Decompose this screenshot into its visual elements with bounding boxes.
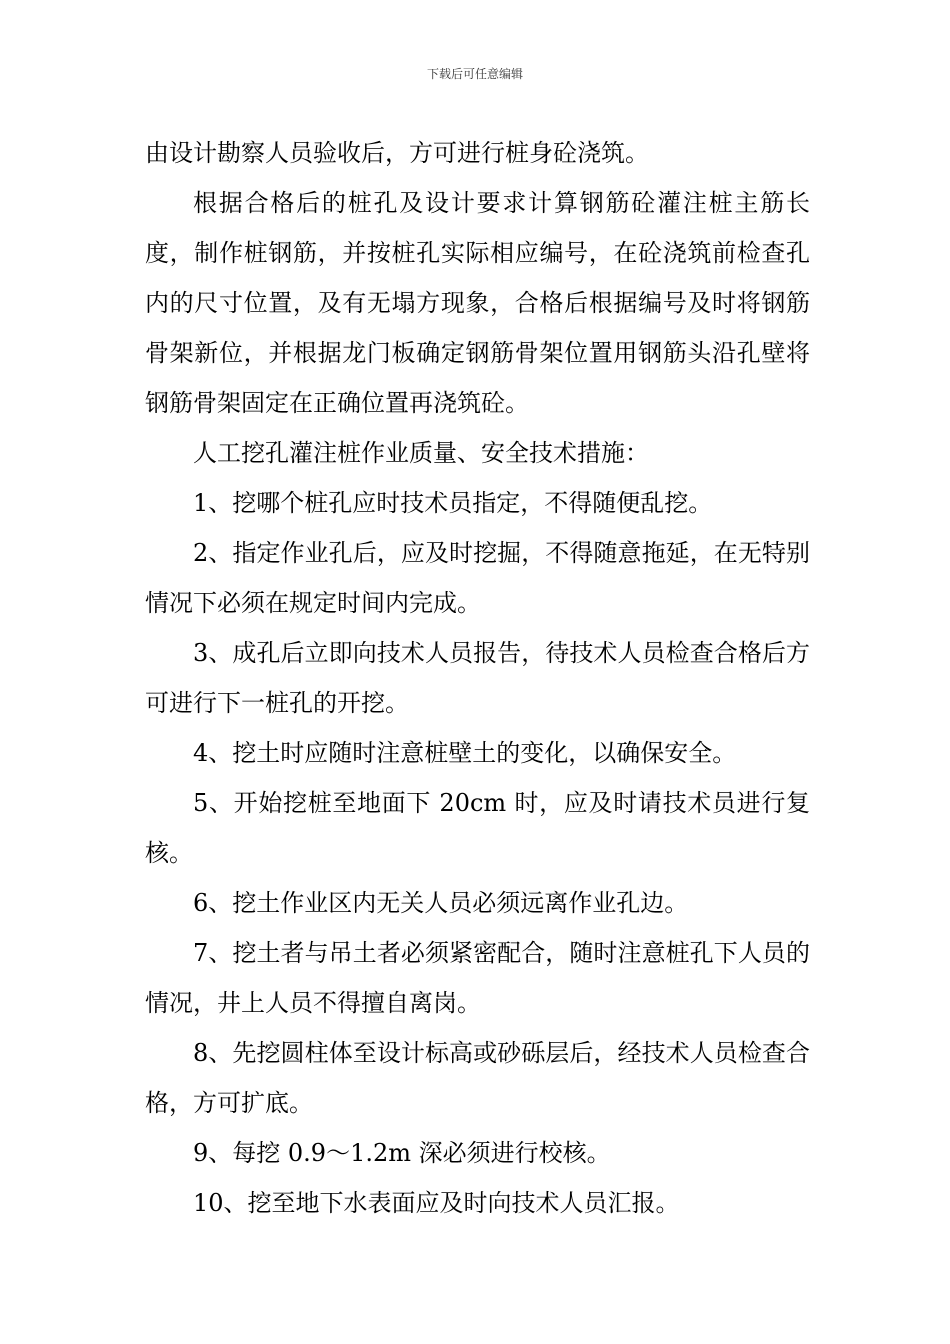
list-item-5: 5、开始挖桩至地面下 20cm 时，应及时请技术员进行复核。 — [145, 789, 810, 867]
paragraph-0: 由设计勘察人员验收后，方可进行桩身砼浇筑。 — [145, 139, 649, 167]
list-item-9: 9、每挖 0.9～1.2m 深必须进行校核。 — [193, 1139, 611, 1167]
list-item-6: 6、挖土作业区内无关人员必须远离作业孔边。 — [193, 889, 689, 917]
document-body — [145, 128, 810, 1228]
list-item-1: 1、挖哪个桩孔应时技术员指定，不得随便乱挖。 — [193, 489, 713, 517]
list-item-2: 2、指定作业孔后，应及时挖掘，不得随意拖延，在无特别情况下必须在规定时间内完成。 — [145, 539, 810, 617]
paragraph-2: 人工挖孔灌注桩作业质量、安全技术措施： — [193, 439, 649, 467]
paragraph-1: 根据合格后的桩孔及设计要求计算钢筋砼灌注桩主筋长度，制作桩钢筋，并按桩孔实际相应编号，在砼浇筑前检查孔内的尺寸位置，及有无塌方现象，合格后根据编号及时将钢筋骨架新位，并根据龙门板确定钢筋骨架位置用钢筋头沿孔壁将钢筋骨架固定在正确位置再浇筑砼。 — [145, 189, 810, 417]
page-header: 下载后可任意编辑 — [426, 67, 523, 81]
list-item-7: 7、挖土者与吊土者必须紧密配合，随时注意桩孔下人员的情况，井上人员不得擅自离岗。 — [145, 939, 810, 1017]
list-item-8: 8、先挖圆柱体至设计标高或砂砾层后，经技术人员检查合格，方可扩底。 — [145, 1039, 810, 1117]
list-item-3: 3、成孔后立即向技术人员报告，待技术人员检查合格后方可进行下一桩孔的开挖。 — [145, 639, 810, 717]
list-item-10: 10、挖至地下水表面应及时向技术人员汇报。 — [193, 1189, 680, 1217]
list-item-4: 4、挖土时应随时注意桩壁土的变化，以确保安全。 — [193, 739, 737, 767]
